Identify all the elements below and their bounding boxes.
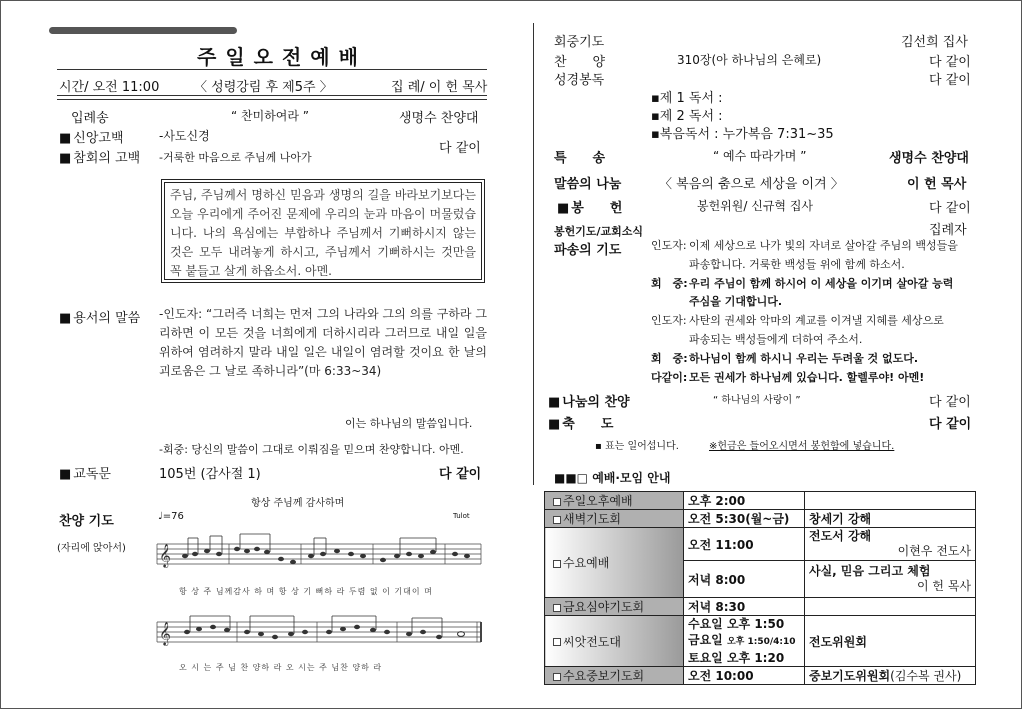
confession-prayer-text: 주님, 주님께서 명하신 믿음과 생명의 길을 바라보기보다는 오늘 우리에게 주어진 문제에 우리의 눈과 마음이 머물렀습니다. 나의 욕심에는 부합하나 주님께서 기뻐하시지 않는 것은 모두 내려놓게 하시고, 주님께서 기뻐하시는 것만을 꼭 붙들고 살게 하옵소서. 아멘.: [164, 182, 482, 280]
forgiveness-text: -인도자: “그러즉 너희는 먼저 그의 나라와 그의 의를 구하라 그리하면 이 모든 것을 너희에게 더하시리라 그러므로 내일 일을 위하여 염려하지 말라 내일 일은 내일이 염려할 것이요 한 날의 괴로움은 그 날로 족하니라”(마 6:33~34): [159, 307, 487, 378]
schedule-time: 토요일 오후 1:20: [688, 651, 785, 665]
opening-hymn-title: “ 찬미하여라 ”: [231, 109, 310, 123]
svg-text:𝄞: 𝄞: [159, 543, 171, 567]
schedule-table: [544, 491, 976, 685]
news-label: 봉헌기도/교회소식: [554, 225, 644, 238]
sermon-label: 말씀의 나눔: [554, 177, 622, 192]
schedule-row: [545, 598, 976, 616]
schedule-desc: 중보기도위원회: [809, 669, 891, 683]
schedule-label: 수요중보기도회: [563, 669, 645, 683]
forgiveness-label: ■ 용서의 말씀: [59, 307, 140, 326]
score-credit: Tulot: [453, 512, 470, 520]
liturgical-season: 〈 성령강림 후 제5주 〉: [194, 80, 333, 95]
sending-text: 주심을 기대합니다.: [689, 295, 783, 309]
sermon-preacher: 이 헌 목사: [907, 177, 967, 192]
schedule-row: [545, 510, 976, 528]
special-music-label: 특 송: [554, 151, 606, 166]
schedule-time: 수요일 오후 1:50: [688, 617, 785, 631]
schedule-time-small: 오후 1:50/4:10: [726, 637, 796, 647]
header-divider: [57, 95, 487, 100]
repentance-label: ■ 참회의 고백: [59, 147, 140, 166]
schedule-time: 오전 10:00: [684, 667, 805, 685]
praise-prayer-sub: (자리에 앉아서): [57, 543, 126, 554]
benediction-label: ■ 축 도: [548, 413, 613, 432]
sending-text: 파송되는 백성들에게 더하여 주소서.: [689, 333, 863, 346]
praise-prayer-label: 찬양 기도: [59, 514, 114, 529]
word-declaration: 이는 하나님의 말씀입니다.: [345, 417, 473, 430]
service-time: 시간/ 오전 11:00: [59, 80, 160, 95]
prayer-leader: 김선희 집사: [901, 35, 968, 50]
schedule-time: 금요일: [688, 633, 723, 647]
hymn-by: 다 같이: [929, 55, 971, 70]
presider: 집 례/ 이 헌 목사: [391, 80, 488, 95]
sending-text: 모든 권세가 하나님께 있습니다. 할렐루야! 아멘!: [689, 370, 925, 384]
sending-line: [651, 331, 862, 347]
offering-by: 다 같이: [929, 201, 971, 216]
sending-line: [651, 256, 905, 272]
sending-text: 하나님이 함께 하시니 우리는 두려울 것 없도다.: [689, 351, 919, 365]
schedule-desc: [805, 492, 976, 510]
sending-prayer-label: 파송의 기도: [554, 243, 622, 258]
schedule-time: 오전 11:00: [684, 528, 805, 561]
svg-text:𝄞: 𝄞: [159, 621, 171, 645]
sending-line: [651, 293, 782, 309]
scripture-label: 성경봉독: [554, 73, 605, 88]
sending-text: 우리 주님이 함께 하시어 이 세상을 이기며 살아갈 능력: [689, 276, 954, 290]
sending-line: [651, 275, 953, 291]
schedule-leader: 이현우 전도사: [897, 544, 971, 558]
congregation-response: -회중: 당신의 말씀이 그대로 이뤄짐을 믿으며 찬양합니다. 아멘.: [159, 443, 464, 456]
hymn-label: 찬 양: [554, 55, 606, 70]
schedule-label: 주일오후예배: [563, 494, 633, 508]
offering-label: ■ 봉 헌: [557, 197, 622, 216]
sending-line: [651, 369, 924, 385]
stand-note: ▪ 표는 일어섭니다.: [595, 441, 679, 452]
schedule-header: ■■□ 예배·모임 안내: [554, 471, 671, 485]
opening-hymn-label: 입례송: [71, 111, 109, 126]
music-score: [151, 494, 487, 684]
creed-label: ■ 신앙고백: [59, 127, 124, 146]
score-lyrics-line-2: 오 시 는 주 님 찬 양하 라 오 시는 주 님찬 양하 라: [179, 663, 383, 672]
repentance-by: 다 같이: [439, 141, 481, 156]
sharing-hymn-by: 다 같이: [929, 395, 971, 410]
responsive-reading-label: ■ 교독문: [59, 463, 111, 482]
sending-speaker: 다같이:: [651, 370, 688, 384]
page-tab-bar: [49, 27, 237, 34]
schedule-row: [545, 492, 976, 510]
schedule-time: 오전 5:30(월~금): [684, 510, 805, 528]
schedule-desc-small: (김수복 권사): [890, 669, 962, 683]
prayer-label: 회중기도: [554, 35, 605, 50]
sharing-hymn-label: ■ 나눔의 찬양: [548, 391, 630, 410]
offering-committee: 봉헌위원/ 신규혁 집사: [697, 199, 814, 213]
sharing-hymn-title: “ 하나님의 사랑이 ”: [713, 395, 801, 406]
schedule-row: [545, 616, 976, 667]
special-music-choir: 생명수 찬양대: [889, 151, 969, 166]
sending-line: [651, 350, 918, 366]
hymn-number: 310장(아 하나님의 은혜로): [677, 53, 822, 67]
schedule-row: [545, 667, 976, 685]
service-title: 주일오전예배: [197, 45, 367, 69]
special-music-title: “ 예수 따라가며 ”: [713, 149, 807, 163]
sending-text: 이제 세상으로 나가 빛의 자녀로 살아갈 주님의 백성들을: [689, 239, 958, 252]
news-by: 집례자: [929, 223, 967, 238]
sending-speaker: 회 중:: [651, 351, 688, 365]
sending-line: [651, 312, 944, 328]
scripture-by: 다 같이: [929, 73, 971, 88]
confession-prayer-box: [161, 179, 485, 283]
responsive-reading-text: 105번 (감사절 1): [159, 467, 261, 482]
schedule-label: 씨앗전도대: [563, 634, 621, 649]
sending-speaker: 회 중:: [651, 276, 688, 290]
schedule-desc: 전도위원회: [805, 616, 976, 667]
reading-1: ▪제 1 독서 :: [651, 91, 723, 106]
reading-2: ▪제 2 독서 :: [651, 109, 723, 124]
responsive-reading-by: 다 같이: [439, 467, 482, 482]
sending-speaker: 인도자:: [651, 239, 687, 252]
sermon-title: 〈 복음의 춤으로 세상을 이겨 〉: [659, 177, 844, 192]
schedule-desc: 전도서 강해: [809, 529, 872, 543]
schedule-label: 수요예배: [563, 556, 610, 570]
opening-hymn-choir: 생명수 찬양대: [399, 111, 479, 126]
schedule-label: 금요심야기도회: [563, 600, 645, 614]
schedule-row: [545, 528, 976, 561]
score-title: 항상 주님께 감사하며: [251, 498, 345, 509]
schedule-time: 저녁 8:30: [684, 598, 805, 616]
schedule-time: 저녁 8:00: [684, 561, 805, 598]
schedule-desc: 창세기 강해: [805, 510, 976, 528]
sending-text: 사탄의 권세와 악마의 계교를 이겨낼 지혜를 세상으로: [689, 314, 944, 328]
title-divider: [57, 69, 487, 70]
schedule-desc: 사실, 믿음 그리고 체험: [809, 564, 931, 578]
score-tempo: ♩=76: [158, 511, 184, 522]
column-divider: [533, 23, 534, 485]
schedule-time: 오후 2:00: [684, 492, 805, 510]
schedule-leader: 이 헌 목사: [917, 579, 971, 593]
offering-note: ※헌금은 들어오시면서 봉헌함에 넣습니다.: [709, 441, 895, 452]
repentance-text: -거룩한 마음으로 주님께 나아가: [159, 151, 312, 164]
sending-line: [651, 237, 958, 253]
sending-text: 파송합니다. 거룩한 백성들 위에 함께 하소서.: [689, 257, 905, 271]
schedule-label: 새벽기도회: [563, 512, 621, 526]
gospel-reading: ▪복음독서 : 누가복음 7:31~35: [651, 127, 834, 142]
sending-speaker: 인도자:: [651, 314, 687, 328]
score-lyrics-line-1: 항 상 주 님께감사 하 며 항 상 기 뻐하 라 두렴 없 이 기대이 며: [179, 587, 433, 596]
creed-text: -사도신경: [159, 129, 210, 143]
benediction-by: 다 같이: [929, 417, 972, 432]
